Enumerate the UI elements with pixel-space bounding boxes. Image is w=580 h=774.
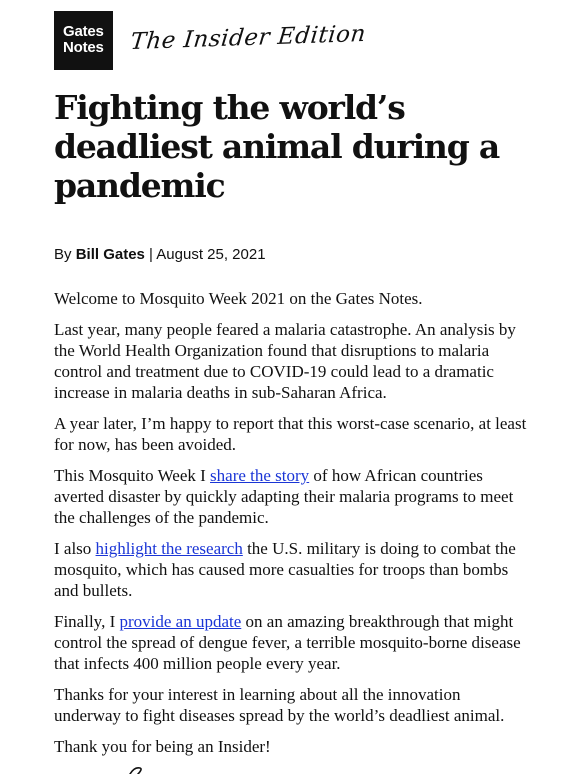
paragraph-text: the U.S. military is doing to combat the mosquito, which has caused more casualties for troops than bombs and bullets.	[54, 539, 516, 600]
paragraph-welcome: Welcome to Mosquito Week 2021 on the Gates Notes.	[54, 289, 423, 308]
byline-separator: |	[144, 246, 157, 263]
share-the-story-link[interactable]: share the story	[210, 466, 310, 485]
logo-line-1: Gates	[63, 23, 104, 40]
paragraph-thanks-interest: Thanks for your interest in learning about all the innovation underway to fight diseases spread by the world’s deadliest animal.	[54, 685, 505, 725]
paragraph-text: I also	[54, 539, 96, 558]
signature-fragment	[126, 766, 146, 774]
paragraph-text: This Mosquito Week I	[54, 466, 211, 485]
paragraph-share-story	[54, 465, 529, 528]
gates-notes-logo[interactable]	[54, 11, 113, 70]
paragraph-thank-you: Thank you for being an Insider!	[54, 737, 271, 756]
byline	[54, 246, 266, 263]
paragraph-avoided: A year later, I’m happy to report that this worst-case scenario, at least for now, has been avoided.	[54, 414, 527, 454]
logo-line-2: Notes	[63, 39, 104, 56]
provide-an-update-link[interactable]: provide an update	[119, 612, 242, 631]
byline-prefix: By	[54, 246, 76, 263]
paragraph-malaria-fears: Last year, many people feared a malaria catastrophe. An analysis by the World Health Organization found that disruptions to malaria control and treatment due to COVID-19 could lead to a dramatic increase in malaria deaths in sub-Saharan Africa.	[54, 320, 516, 402]
paragraph-text: Finally, I	[54, 612, 120, 631]
paragraph-text: of how African countries averted disaster by quickly adapting their malaria programs to meet the challenges of the pandemic.	[54, 466, 514, 527]
insider-edition-wordmark: The Insider Edition	[129, 20, 368, 56]
paragraph-text: on an amazing breakthrough that might control the spread of dengue fever, a terrible mosquito-borne disease that infects 400 million people every year.	[54, 612, 521, 673]
author-name: Bill Gates	[75, 246, 145, 263]
paragraph-dengue-update	[54, 611, 529, 674]
publish-date: August 25, 2021	[156, 246, 266, 263]
paragraph-military-research	[54, 538, 529, 601]
article-title: Fighting the world’s deadliest animal during a pandemic	[54, 88, 500, 205]
header	[54, 10, 368, 70]
highlight-the-research-link[interactable]: highlight the research	[95, 539, 243, 558]
article-body	[54, 288, 529, 767]
